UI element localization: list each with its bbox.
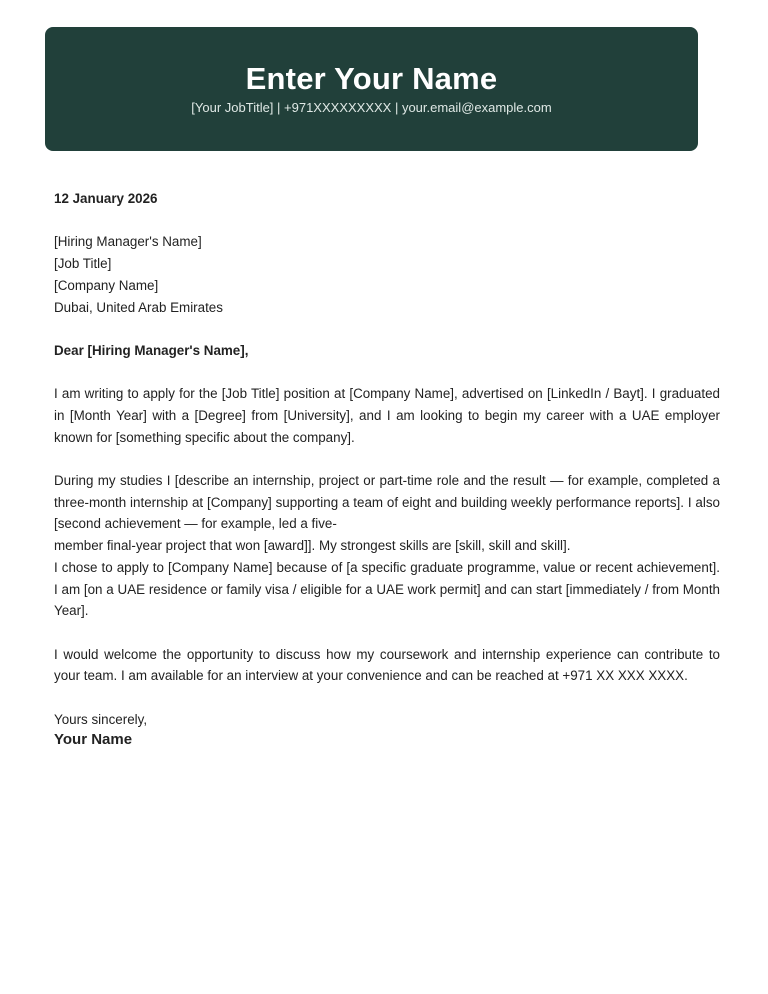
contact-line: [Your JobTitle] | +971XXXXXXXXX | your.email@example.com — [191, 100, 552, 115]
paragraph-closing: I would welcome the opportunity to discuss how my coursework and internship experience can contribute to your team. I am available for an interview at your convenience and can be reached at +971 XX XXX XXXX. — [54, 646, 720, 684]
spacer — [54, 318, 720, 340]
recipient-company: [Company Name] — [54, 277, 159, 293]
salutation: Dear [Hiring Manager's Name], — [54, 342, 249, 358]
spacer — [54, 210, 720, 232]
header-banner — [45, 27, 698, 151]
signature-name: Your Name — [54, 731, 133, 749]
closing-phrase: Yours sincerely, — [54, 711, 148, 727]
letter-body — [54, 188, 720, 750]
paragraph-intro: I am writing to apply for the [Job Title] position at [Company Name], advertised on [LinkedIn / Bayt]. I graduated in [Month Year] with a [Degree] from [University], and I am looking to begin my career with a UAE employer known for [something specific about the company]. — [54, 386, 720, 445]
paragraph-experience-continued: member final-year project that won [award]]. My strongest skills are [skill, skill and skill]. — [54, 538, 571, 554]
spacer — [54, 362, 720, 384]
paragraph-experience: During my studies I [describe an internship, project or part-time role and the result — for example, completed a three-month internship at [Company] supporting a team of eight and building weekly performance reports]. I also [second achievement — for example, led a five- — [54, 473, 720, 532]
recipient-title: [Job Title] — [54, 256, 112, 272]
paragraph-motivation: I chose to apply to [Company Name] because of [a specific graduate programme, value or recent achievement]. I am [on a UAE residence or family visa / eligible for a UAE work permit] and can start [immediately / from Month Year]. — [54, 559, 720, 619]
applicant-name: Enter Your Name — [245, 61, 498, 96]
recipient-name: [Hiring Manager's Name] — [54, 234, 202, 250]
recipient-location: Dubai, United Arab Emirates — [54, 299, 223, 315]
recipient-block — [54, 231, 720, 318]
spacer — [54, 622, 720, 644]
spacer — [54, 448, 720, 470]
letter-date: 12 January 2026 — [54, 191, 158, 206]
spacer — [54, 687, 720, 709]
